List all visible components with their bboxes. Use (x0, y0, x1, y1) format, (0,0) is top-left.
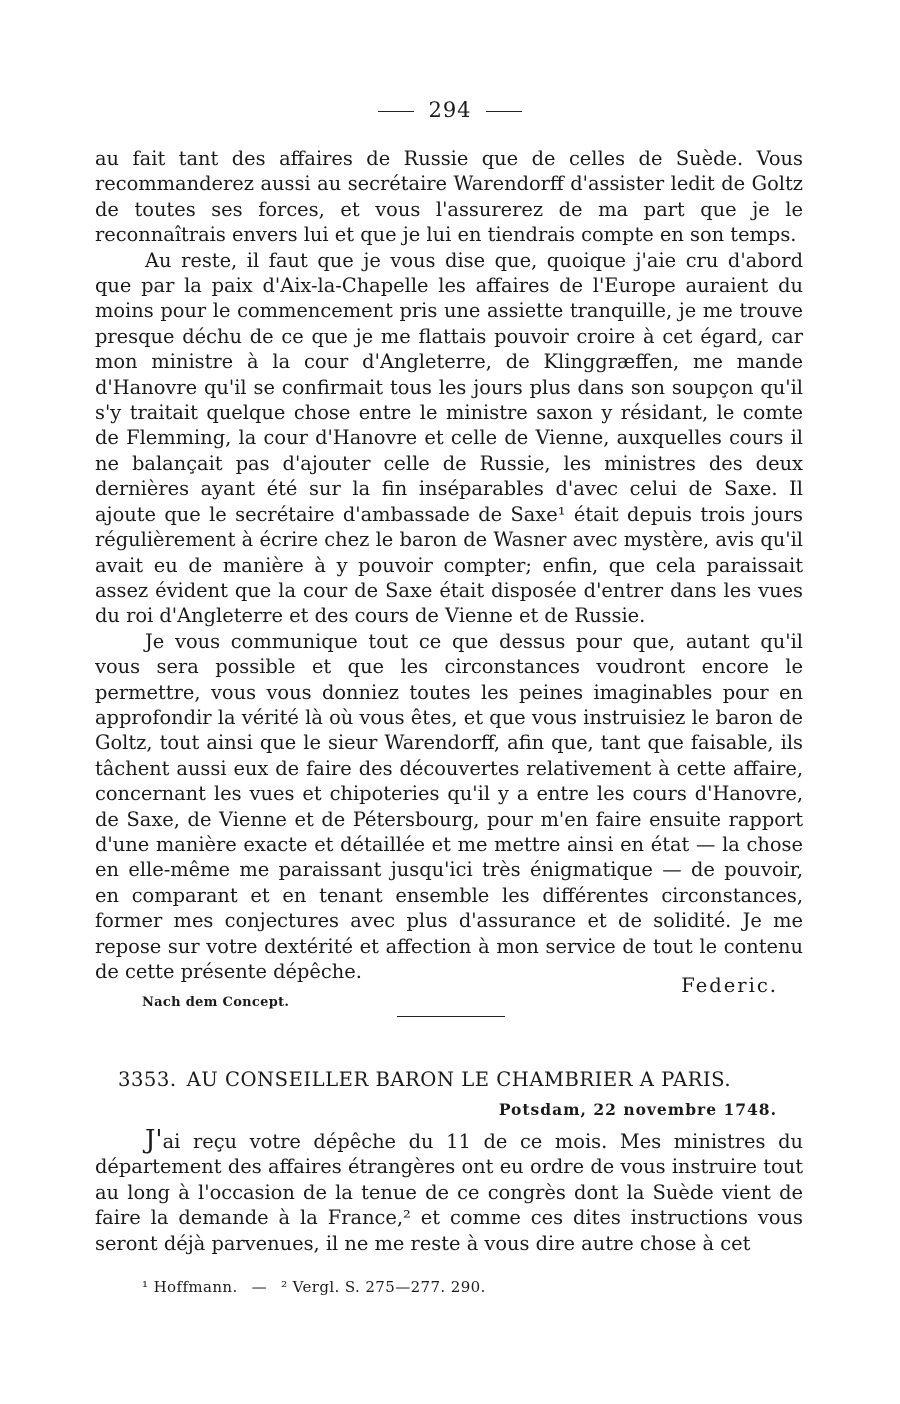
header-rule-left (378, 111, 414, 112)
page-number: 294 (428, 98, 472, 122)
letter-body (95, 146, 803, 984)
section-separator (397, 1016, 505, 1017)
paragraph: Au reste, il faut que je vous dise que, quoique j'aie cru d'abord que par la paix d'Aix-la-Chapelle les affaires de l'Europe auraient du moins pour le commencement pris une assiette tranquille, je me trouve presque déchu de ce que je me flattais pouvoir croire à cet égard, car mon ministre à la cour d'Angleterre, de Klinggræffen, me mande d'Hanovre qu'il se confirmait tous les jours plus dans son soupçon qu'il s'y traitait quelque chose entre le ministre saxon y résidant, le comte de Flemming, la cour d'Hanovre et celle de Vienne, auxquelles cours il ne balançait pas d'ajouter celle de Russie, les ministres des deux dernières ayant été sur la fin inséparables d'avec celui de Saxe. Il ajoute que le secrétaire d'ambassade de Saxe¹ était depuis trois jours régulièrement à écrire chez le baron de Wasner avec mystère, avis qu'il avait eu de manière à y pouvoir compter; enfin, que cela paraissait assez évident que la cour de Saxe était disposée d'entrer dans les vues du roi d'Angleterre et des cours de Vienne et de Russie. (95, 248, 803, 628)
paragraph: Je vous communique tout ce que dessus pour que, autant qu'il vous sera possible et que les circonstances voudront encore le permettre, vous vous donniez toutes les peines imaginables pour en approfondir la vérité là où vous êtes, et que vous instruisiez le baron de Goltz, tout ainsi que le sieur Warendorff, afin que, tant que faisable, ils tâchent aussi eux de faire des découvertes relativement à cette affaire, concernant les vues et chipoteries qu'il y a entre les cours d'Hanovre, de Saxe, de Vienne et de Pétersbourg, pour m'en faire ensuite rapport d'une manière exacte et détaillée et me mettre ainsi en état — la chose en elle-même me paraissant jusqu'ici très énigmatique — de pouvoir, en comparant et en tenant ensemble les différentes circonstances, former mes conjectures avec plus d'assurance et de solidité. Je me repose sur votre dextérité et affection à mon service de tout le contenu de cette présente dépêche. (95, 629, 803, 983)
signature: Federic. (681, 974, 778, 997)
document-heading (118, 1068, 731, 1091)
footnote-1: ¹ Hoffmann. (142, 1278, 238, 1296)
paragraph: au fait tant des affaires de Russie que de celles de Suède. Vous recommanderez aussi au secrétaire Warendorff d'assister ledit de Goltz de toutes ses forces, et vous l'assurerez de ma part que je le reconnaîtrais envers lui et que je lui en tiendrais compte en son temps. (95, 147, 803, 247)
document-title: AU CONSEILLER BARON LE CHAMBRIER A PARIS. (186, 1068, 732, 1091)
footnote-2: ² Vergl. S. 275—277. 290. (281, 1278, 486, 1296)
footnote-separator: — (251, 1278, 268, 1296)
document-number: 3353. (118, 1068, 177, 1091)
header-rule-right (486, 111, 522, 112)
paragraph: J'ai reçu votre dépêche du 11 de ce mois. Mes ministres du département des affaires étrangères ont eu ordre de vous instruire tout au long à l'occasion de la tenue de ce congrès dont la Suède vient de faire la demande à la France,² et comme ces dites instructions vous seront déjà parvenues, il ne me reste à vous dire autre chose à cet (95, 1125, 803, 1255)
letter-body-2 (95, 1125, 803, 1256)
footnotes (142, 1278, 486, 1296)
source-note: Nach dem Concept. (142, 995, 290, 1010)
page-header (0, 98, 900, 122)
dateline: Potsdam, 22 novembre 1748. (498, 1100, 777, 1119)
